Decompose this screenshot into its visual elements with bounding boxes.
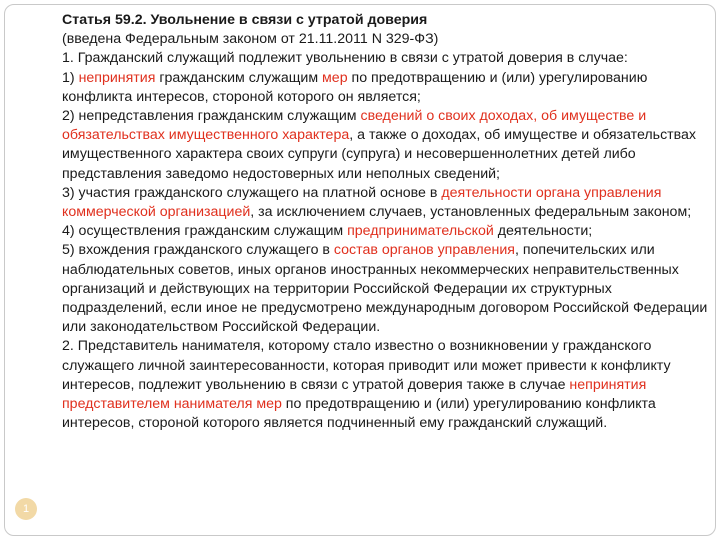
amendment-note: (введена Федеральным законом от 21.11.2011 N 329-ФЗ) — [62, 31, 439, 48]
part-2 — [34, 337, 712, 433]
part-2-highlight: непринятия представителем нанимателя мер — [62, 376, 647, 413]
item-4-highlight: предпринимательской — [347, 223, 494, 240]
item-5-text-2: , попечительских или наблюдательных советов, иных органов иностранных некоммерческих неправительственных организаций и действующих на территории Российской Федерации их структурных подразделений, если иное не предусмотрено международным договором Российской Федерации или законодательством Российской Федерации. — [62, 242, 708, 336]
item-3 — [34, 184, 712, 222]
part-1-intro: 1. Гражданский служащий подлежит увольнению в связи с утратой доверия в случае: — [62, 50, 628, 67]
page-number-badge: 1 — [15, 498, 37, 520]
part-2-text-2: по предотвращению и (или) урегулированию конфликта интересов, стороной которого является подчиненный ему гражданский служащий. — [62, 396, 656, 432]
item-5 — [34, 241, 712, 337]
item-5-highlight: состав органов управления — [333, 242, 515, 259]
item-2-text: 2) непредставления гражданским служащим — [62, 108, 361, 125]
item-4-text-2: деятельности; — [493, 223, 593, 240]
item-1 — [34, 69, 712, 107]
item-1-text-3: по предотвращению и (или) урегулированию конфликта интересов, стороной которого он является; — [62, 69, 648, 105]
item-2-highlight: сведений о своих доходах, об имуществе и обязательствах имущественного характера — [62, 108, 647, 144]
item-1-text: 1) — [62, 69, 79, 86]
article-text — [34, 11, 712, 433]
item-1-text-2: гражданским служащим — [155, 69, 323, 86]
item-3-highlight: деятельности органа управления коммерческой организацией — [62, 184, 662, 221]
item-4-text: 4) осуществления гражданским служащим — [62, 223, 348, 240]
item-2-text-2: , а также о доходах, об имуществе и обязательствах имущественного характера своих супруги (супруга) и несовершеннолетних детей либо представления заведомо недостоверных или неполных сведений; — [62, 127, 697, 182]
item-4 — [34, 222, 712, 241]
article-title: Статья 59.2. Увольнение в связи с утратой доверия — [62, 12, 428, 28]
item-3-text-2: , за исключением случаев, установленных федеральным законом; — [250, 204, 692, 221]
item-1-highlight-2: мер — [322, 69, 348, 86]
item-5-text: 5) вхождения гражданского служащего в — [62, 242, 334, 259]
item-3-text: 3) участия гражданского служащего на платной основе в — [62, 184, 442, 201]
part-2-text: 2. Представитель нанимателя, которому стало известно о возникновении у гражданского служащего личной заинтересованности, которая приводит или может привести к конфликту интересов, подлежит увольнению в связи с утратой доверия также в случае — [62, 338, 671, 393]
item-2 — [34, 107, 712, 184]
item-1-highlight-1: непринятия — [78, 69, 156, 86]
